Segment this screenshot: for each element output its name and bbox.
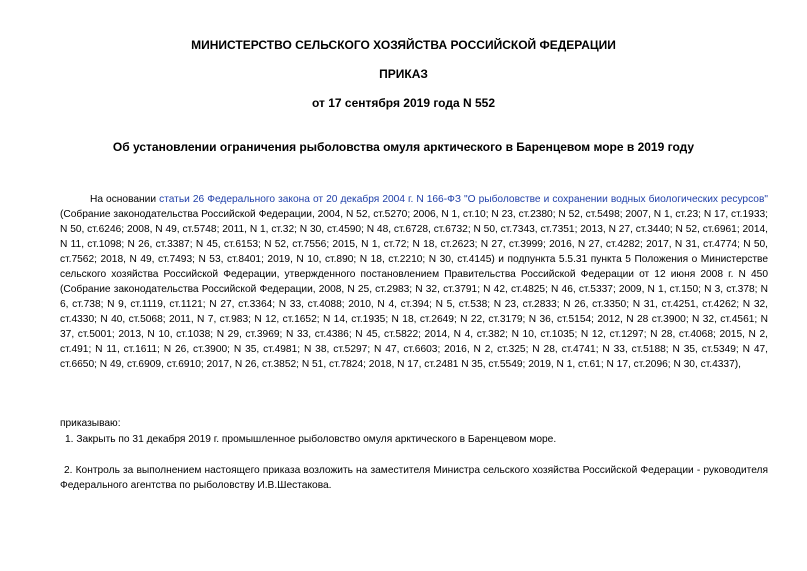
law-article-link[interactable]: статьи 26 Федерального закона от 20 декабря 2004 г. N 166-ФЗ "О рыболовстве и сохранении водных биологических ресурсов" <box>159 194 768 205</box>
order-item-1-text: 1. Закрыть по 31 декабря 2019 г. промышленное рыболовство омуля арктического в Баренцевом море. <box>65 434 557 445</box>
order-item-1 <box>60 432 768 447</box>
date-number-heading: от 17 сентября 2019 года N 552 <box>311 96 495 110</box>
preamble-paragraph <box>60 192 768 372</box>
decree-word: приказываю: <box>60 418 121 429</box>
preamble-rest: (Собрание законодательства Российской Федерации, 2004, N 52, ст.5270; 2006, N 1, ст.10; N 23, ст.2380; N 52, ст.5498; 2007, N 1, ст.23; N 17, ст.1933; N 50, ст.6246; 2008, N 49, ст.5748; 2011, N 1, ст.32; N 30, ст.4590; N 48, ст.6728, ст.6732; N 50, ст.7343, ст.7351; 2013, N 27, ст.3440; N 52, ст.6961; 2014, N 11, ст.1098; N 26, ст.3387; N 45, ст.6153; N 52, ст.7556; 2015, N 1, ст.72; N 18, ст.2623; N 27, ст.3999; 2016, N 27, ст.4282; 2017, N 31, ст.4774; N 50, ст.7562; 2018, N 49, ст.7493; N 53, ст.8401; 2019, N 10, ст.890; N 18, ст.2210; N 30, ст.4145) и подпункта 5.5.31 пункта 5 Положения о Министерстве сельского хозяйства Российской Федерации, утвержденного постановлением Правительства Российской Федерации от 12 июня 2008 г. N 450 (Собрание законодательства Российской Федерации, 2008, N 25, ст.2983; N 32, ст.3791; N 42, ст.4825; N 46, ст.5337; 2009, N 1, ст.150; N 3, ст.378; N 6, ст.738; N 9, ст.1119, ст.1121; N 27, ст.3364; N 33, ст.4088; 2010, N 4, ст.394; N 5, ст.538; N 23, ст.2833; N 26, ст.3350; N 31, ст.4251, ст.4262; N 32, ст.4330; N 40, ст.5068; 2011, N 7, ст.983; N 12, ст.1652; N 14, ст.1935; N 18, ст.2649; N 22, ст.3179; N 36, ст.5154; 2012, N 28 ст.3900; N 32, ст.4561; N 37, ст.5001; 2013, N 10, ст.1038; N 29, ст.3969; N 33, ст.4386; N 45, ст.5822; 2014, N 4, ст.382; N 10, ст.1035; N 12, ст.1297; N 28, ст.4068; 2015, N 2, ст.491; N 11, ст.1611; N 26, ст.3900; N 35, ст.4981; N 38, ст.5297; N 47, ст.6603; 2016, N 2, ст.325; N 28, ст.4741; N 33, ст.5188; N 35, ст.5349; N 47, ст.6650; N 49, ст.6909, ст.6910; 2017, N 26, ст.3852; N 51, ст.7824; 2018, N 17, ст.2481 N 35, ст.5549; 2019, N 1, ст.61; N 17, ст.2096; N 30, ст.4337), <box>60 209 768 370</box>
order-item-2: 2. Контроль за выполнением настоящего приказа возложить на заместителя Министра сельского хозяйства Российской Федерации - руководителя Федерального агентства по рыболовству И.В.Шестакова. <box>60 465 768 491</box>
ministry-heading: МИНИСТЕРСТВО СЕЛЬСКОГО ХОЗЯЙСТВА РОССИЙСКОЙ ФЕДЕРАЦИИ <box>191 38 616 52</box>
document-type-heading: ПРИКАЗ <box>379 67 428 81</box>
preamble-intro: На основании <box>90 194 160 205</box>
document-title: Об установлении ограничения рыболовства омуля арктического в Баренцевом море в 2019 году <box>112 140 695 154</box>
